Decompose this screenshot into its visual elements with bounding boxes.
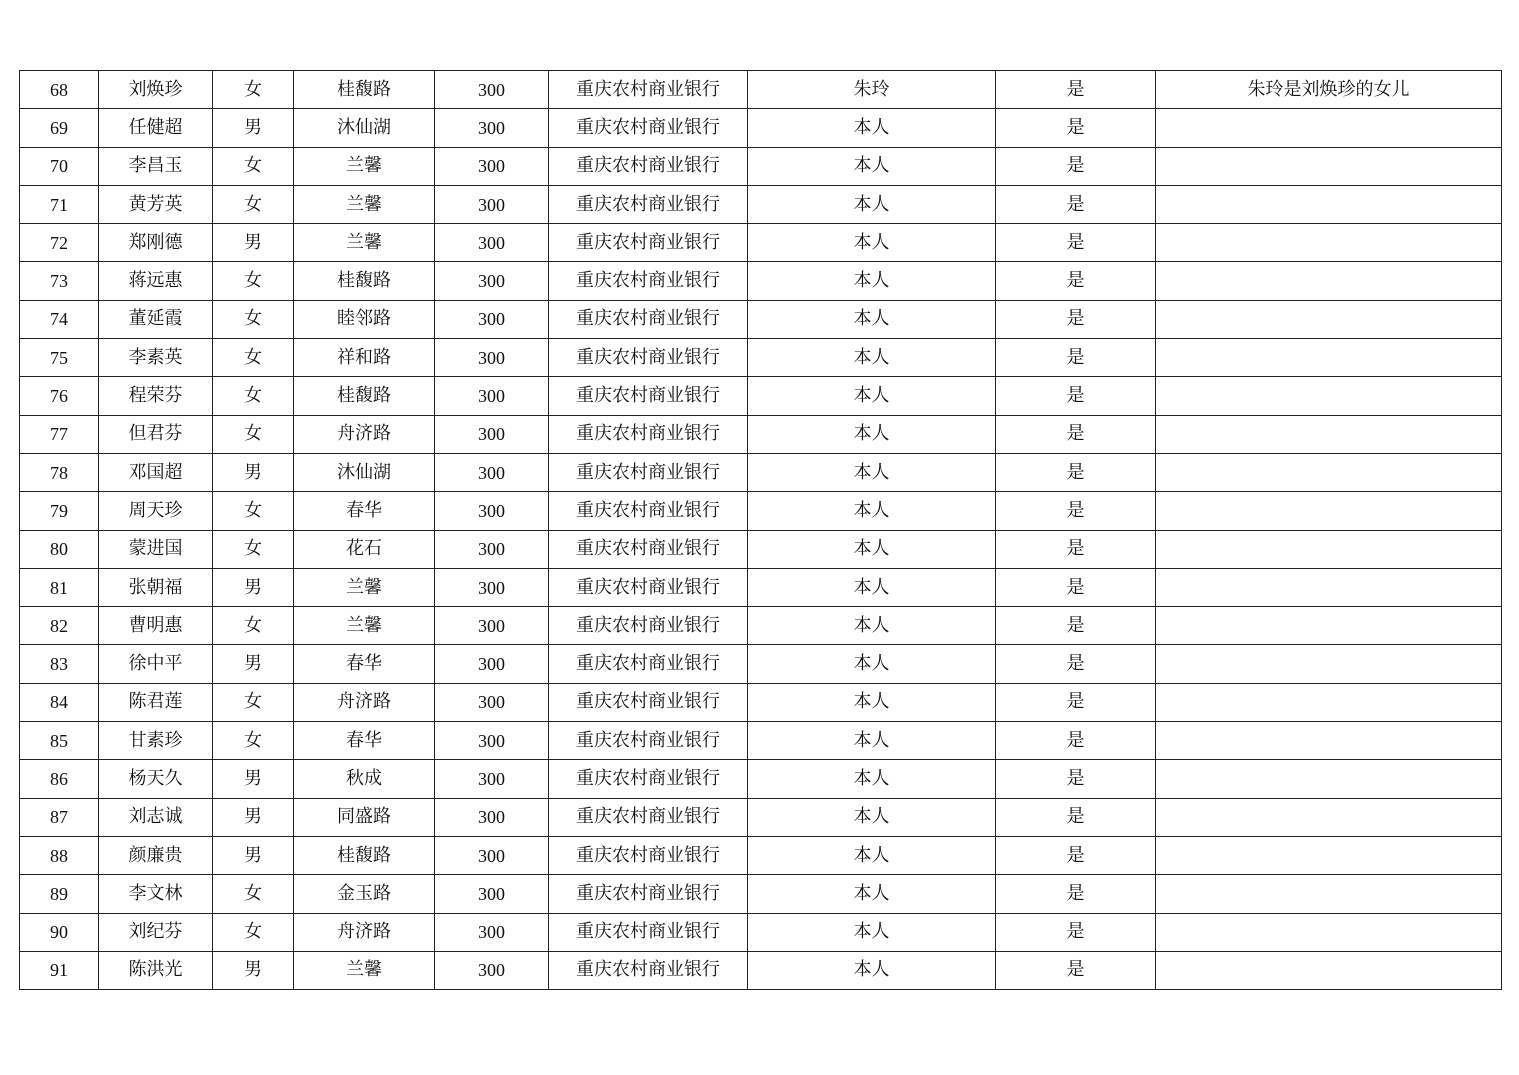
cell-address: 兰馨	[294, 607, 435, 645]
cell-serial-number: 81	[20, 568, 99, 606]
cell-name: 程荣芬	[99, 377, 213, 415]
cell-confirmed: 是	[996, 71, 1156, 109]
cell-bank: 重庆农村商业银行	[549, 530, 748, 568]
cell-address: 兰馨	[294, 568, 435, 606]
cell-address: 兰馨	[294, 951, 435, 989]
cell-account-holder: 本人	[748, 109, 996, 147]
table-body	[20, 71, 1502, 990]
cell-address: 祥和路	[294, 339, 435, 377]
cell-name: 但君芬	[99, 415, 213, 453]
cell-address: 兰馨	[294, 224, 435, 262]
cell-bank: 重庆农村商业银行	[549, 607, 748, 645]
cell-remark	[1156, 951, 1502, 989]
cell-serial-number: 82	[20, 607, 99, 645]
cell-confirmed: 是	[996, 530, 1156, 568]
cell-bank: 重庆农村商业银行	[549, 875, 748, 913]
cell-serial-number: 80	[20, 530, 99, 568]
cell-bank: 重庆农村商业银行	[549, 415, 748, 453]
cell-gender: 女	[213, 377, 294, 415]
cell-serial-number: 87	[20, 798, 99, 836]
cell-address: 桂馥路	[294, 836, 435, 874]
cell-confirmed: 是	[996, 147, 1156, 185]
cell-confirmed: 是	[996, 568, 1156, 606]
table-row	[20, 453, 1502, 491]
cell-serial-number: 91	[20, 951, 99, 989]
table-row	[20, 875, 1502, 913]
cell-bank: 重庆农村商业银行	[549, 262, 748, 300]
cell-gender: 女	[213, 530, 294, 568]
cell-serial-number: 73	[20, 262, 99, 300]
cell-confirmed: 是	[996, 951, 1156, 989]
cell-serial-number: 76	[20, 377, 99, 415]
cell-remark	[1156, 492, 1502, 530]
cell-remark	[1156, 147, 1502, 185]
cell-name: 陈君莲	[99, 683, 213, 721]
cell-gender: 男	[213, 798, 294, 836]
cell-amount: 300	[435, 377, 549, 415]
cell-remark	[1156, 262, 1502, 300]
cell-gender: 男	[213, 760, 294, 798]
cell-name: 李文林	[99, 875, 213, 913]
cell-confirmed: 是	[996, 645, 1156, 683]
cell-bank: 重庆农村商业银行	[549, 71, 748, 109]
cell-account-holder: 本人	[748, 339, 996, 377]
cell-bank: 重庆农村商业银行	[549, 377, 748, 415]
cell-name: 郑刚德	[99, 224, 213, 262]
cell-bank: 重庆农村商业银行	[549, 798, 748, 836]
cell-name: 颜廉贵	[99, 836, 213, 874]
cell-name: 陈洪光	[99, 951, 213, 989]
cell-gender: 女	[213, 913, 294, 951]
cell-amount: 300	[435, 71, 549, 109]
cell-amount: 300	[435, 836, 549, 874]
cell-bank: 重庆农村商业银行	[549, 109, 748, 147]
table-row	[20, 760, 1502, 798]
cell-amount: 300	[435, 568, 549, 606]
cell-account-holder: 本人	[748, 262, 996, 300]
cell-serial-number: 90	[20, 913, 99, 951]
cell-gender: 男	[213, 645, 294, 683]
cell-account-holder: 本人	[748, 722, 996, 760]
cell-address: 沐仙湖	[294, 453, 435, 491]
cell-address: 舟济路	[294, 683, 435, 721]
table-row	[20, 645, 1502, 683]
cell-account-holder: 本人	[748, 453, 996, 491]
table-row	[20, 683, 1502, 721]
cell-confirmed: 是	[996, 913, 1156, 951]
cell-account-holder: 本人	[748, 875, 996, 913]
cell-remark	[1156, 722, 1502, 760]
cell-address: 春华	[294, 645, 435, 683]
cell-remark	[1156, 836, 1502, 874]
cell-remark	[1156, 913, 1502, 951]
cell-address: 秋成	[294, 760, 435, 798]
cell-address: 兰馨	[294, 185, 435, 223]
cell-name: 徐中平	[99, 645, 213, 683]
cell-address: 同盛路	[294, 798, 435, 836]
table-row	[20, 530, 1502, 568]
table-row	[20, 722, 1502, 760]
cell-address: 舟济路	[294, 913, 435, 951]
cell-serial-number: 89	[20, 875, 99, 913]
table-row	[20, 147, 1502, 185]
cell-gender: 女	[213, 71, 294, 109]
table-row	[20, 377, 1502, 415]
cell-gender: 女	[213, 339, 294, 377]
cell-account-holder: 本人	[748, 607, 996, 645]
cell-address: 金玉路	[294, 875, 435, 913]
cell-address: 桂馥路	[294, 377, 435, 415]
cell-remark	[1156, 415, 1502, 453]
cell-account-holder: 本人	[748, 492, 996, 530]
cell-address: 花石	[294, 530, 435, 568]
cell-name: 黄芳英	[99, 185, 213, 223]
cell-name: 任健超	[99, 109, 213, 147]
cell-amount: 300	[435, 262, 549, 300]
cell-name: 刘纪芬	[99, 913, 213, 951]
cell-remark	[1156, 760, 1502, 798]
table-row	[20, 607, 1502, 645]
cell-name: 曹明惠	[99, 607, 213, 645]
cell-remark	[1156, 339, 1502, 377]
cell-account-holder: 本人	[748, 645, 996, 683]
cell-amount: 300	[435, 147, 549, 185]
cell-confirmed: 是	[996, 453, 1156, 491]
cell-remark	[1156, 645, 1502, 683]
cell-account-holder: 本人	[748, 683, 996, 721]
cell-name: 蒙进国	[99, 530, 213, 568]
cell-confirmed: 是	[996, 109, 1156, 147]
cell-address: 沐仙湖	[294, 109, 435, 147]
cell-confirmed: 是	[996, 836, 1156, 874]
cell-remark	[1156, 300, 1502, 338]
cell-name: 张朝福	[99, 568, 213, 606]
cell-bank: 重庆农村商业银行	[549, 492, 748, 530]
cell-gender: 男	[213, 568, 294, 606]
cell-amount: 300	[435, 913, 549, 951]
table-row	[20, 415, 1502, 453]
cell-account-holder: 本人	[748, 147, 996, 185]
cell-account-holder: 本人	[748, 530, 996, 568]
cell-bank: 重庆农村商业银行	[549, 683, 748, 721]
cell-amount: 300	[435, 798, 549, 836]
cell-serial-number: 77	[20, 415, 99, 453]
table-row	[20, 109, 1502, 147]
cell-account-holder: 本人	[748, 377, 996, 415]
cell-serial-number: 78	[20, 453, 99, 491]
cell-amount: 300	[435, 722, 549, 760]
cell-remark	[1156, 683, 1502, 721]
cell-bank: 重庆农村商业银行	[549, 147, 748, 185]
cell-gender: 女	[213, 415, 294, 453]
cell-serial-number: 84	[20, 683, 99, 721]
cell-serial-number: 68	[20, 71, 99, 109]
cell-amount: 300	[435, 492, 549, 530]
table-row	[20, 185, 1502, 223]
cell-bank: 重庆农村商业银行	[549, 224, 748, 262]
table-row	[20, 224, 1502, 262]
cell-bank: 重庆农村商业银行	[549, 836, 748, 874]
cell-account-holder: 本人	[748, 836, 996, 874]
table-row	[20, 300, 1502, 338]
cell-amount: 300	[435, 760, 549, 798]
cell-address: 桂馥路	[294, 262, 435, 300]
cell-remark	[1156, 109, 1502, 147]
table-row	[20, 951, 1502, 989]
cell-confirmed: 是	[996, 492, 1156, 530]
cell-gender: 女	[213, 262, 294, 300]
table-row	[20, 262, 1502, 300]
cell-confirmed: 是	[996, 224, 1156, 262]
cell-confirmed: 是	[996, 607, 1156, 645]
table-row	[20, 836, 1502, 874]
cell-address: 睦邻路	[294, 300, 435, 338]
cell-account-holder: 本人	[748, 568, 996, 606]
cell-confirmed: 是	[996, 760, 1156, 798]
cell-bank: 重庆农村商业银行	[549, 568, 748, 606]
cell-amount: 300	[435, 415, 549, 453]
cell-bank: 重庆农村商业银行	[549, 722, 748, 760]
cell-amount: 300	[435, 530, 549, 568]
cell-name: 杨天久	[99, 760, 213, 798]
cell-account-holder: 本人	[748, 185, 996, 223]
cell-gender: 女	[213, 147, 294, 185]
cell-bank: 重庆农村商业银行	[549, 760, 748, 798]
cell-bank: 重庆农村商业银行	[549, 913, 748, 951]
cell-account-holder: 本人	[748, 224, 996, 262]
cell-address: 春华	[294, 722, 435, 760]
cell-amount: 300	[435, 109, 549, 147]
cell-amount: 300	[435, 645, 549, 683]
cell-serial-number: 71	[20, 185, 99, 223]
cell-serial-number: 83	[20, 645, 99, 683]
cell-account-holder: 本人	[748, 415, 996, 453]
cell-gender: 女	[213, 185, 294, 223]
cell-amount: 300	[435, 224, 549, 262]
cell-amount: 300	[435, 607, 549, 645]
table-row	[20, 913, 1502, 951]
cell-serial-number: 69	[20, 109, 99, 147]
cell-gender: 女	[213, 607, 294, 645]
cell-amount: 300	[435, 951, 549, 989]
cell-name: 李素英	[99, 339, 213, 377]
cell-bank: 重庆农村商业银行	[549, 339, 748, 377]
cell-account-holder: 本人	[748, 913, 996, 951]
cell-bank: 重庆农村商业银行	[549, 453, 748, 491]
cell-remark	[1156, 530, 1502, 568]
cell-gender: 女	[213, 492, 294, 530]
cell-remark	[1156, 875, 1502, 913]
cell-gender: 女	[213, 683, 294, 721]
cell-bank: 重庆农村商业银行	[549, 300, 748, 338]
cell-serial-number: 74	[20, 300, 99, 338]
table-row	[20, 568, 1502, 606]
cell-serial-number: 85	[20, 722, 99, 760]
cell-amount: 300	[435, 875, 549, 913]
cell-remark	[1156, 798, 1502, 836]
cell-serial-number: 79	[20, 492, 99, 530]
cell-account-holder: 本人	[748, 760, 996, 798]
cell-name: 蒋远惠	[99, 262, 213, 300]
table-row	[20, 339, 1502, 377]
cell-serial-number: 88	[20, 836, 99, 874]
cell-remark	[1156, 607, 1502, 645]
cell-remark	[1156, 568, 1502, 606]
cell-serial-number: 72	[20, 224, 99, 262]
subsidy-register-table	[19, 70, 1502, 990]
cell-account-holder: 本人	[748, 798, 996, 836]
cell-account-holder: 朱玲	[748, 71, 996, 109]
cell-confirmed: 是	[996, 377, 1156, 415]
cell-serial-number: 86	[20, 760, 99, 798]
cell-serial-number: 70	[20, 147, 99, 185]
table-row	[20, 492, 1502, 530]
cell-amount: 300	[435, 683, 549, 721]
cell-confirmed: 是	[996, 185, 1156, 223]
cell-address: 桂馥路	[294, 71, 435, 109]
cell-remark	[1156, 224, 1502, 262]
cell-serial-number: 75	[20, 339, 99, 377]
cell-confirmed: 是	[996, 262, 1156, 300]
cell-gender: 男	[213, 453, 294, 491]
cell-name: 周天珍	[99, 492, 213, 530]
cell-remark	[1156, 185, 1502, 223]
cell-name: 甘素珍	[99, 722, 213, 760]
cell-address: 兰馨	[294, 147, 435, 185]
cell-gender: 女	[213, 875, 294, 913]
cell-name: 邓国超	[99, 453, 213, 491]
cell-name: 刘焕珍	[99, 71, 213, 109]
cell-remark	[1156, 453, 1502, 491]
cell-gender: 女	[213, 300, 294, 338]
cell-gender: 女	[213, 722, 294, 760]
cell-confirmed: 是	[996, 300, 1156, 338]
cell-gender: 男	[213, 951, 294, 989]
cell-remark	[1156, 377, 1502, 415]
cell-address: 舟济路	[294, 415, 435, 453]
cell-amount: 300	[435, 339, 549, 377]
cell-name: 李昌玉	[99, 147, 213, 185]
cell-confirmed: 是	[996, 683, 1156, 721]
cell-gender: 男	[213, 224, 294, 262]
cell-bank: 重庆农村商业银行	[549, 185, 748, 223]
cell-name: 刘志诚	[99, 798, 213, 836]
cell-confirmed: 是	[996, 722, 1156, 760]
cell-gender: 男	[213, 109, 294, 147]
cell-bank: 重庆农村商业银行	[549, 951, 748, 989]
cell-confirmed: 是	[996, 339, 1156, 377]
cell-name: 董延霞	[99, 300, 213, 338]
cell-account-holder: 本人	[748, 300, 996, 338]
cell-gender: 男	[213, 836, 294, 874]
cell-address: 春华	[294, 492, 435, 530]
cell-confirmed: 是	[996, 798, 1156, 836]
cell-amount: 300	[435, 453, 549, 491]
cell-bank: 重庆农村商业银行	[549, 645, 748, 683]
cell-confirmed: 是	[996, 875, 1156, 913]
table-row	[20, 798, 1502, 836]
table-row	[20, 71, 1502, 109]
cell-amount: 300	[435, 185, 549, 223]
cell-amount: 300	[435, 300, 549, 338]
cell-remark: 朱玲是刘焕珍的女儿	[1156, 71, 1502, 109]
cell-confirmed: 是	[996, 415, 1156, 453]
cell-account-holder: 本人	[748, 951, 996, 989]
